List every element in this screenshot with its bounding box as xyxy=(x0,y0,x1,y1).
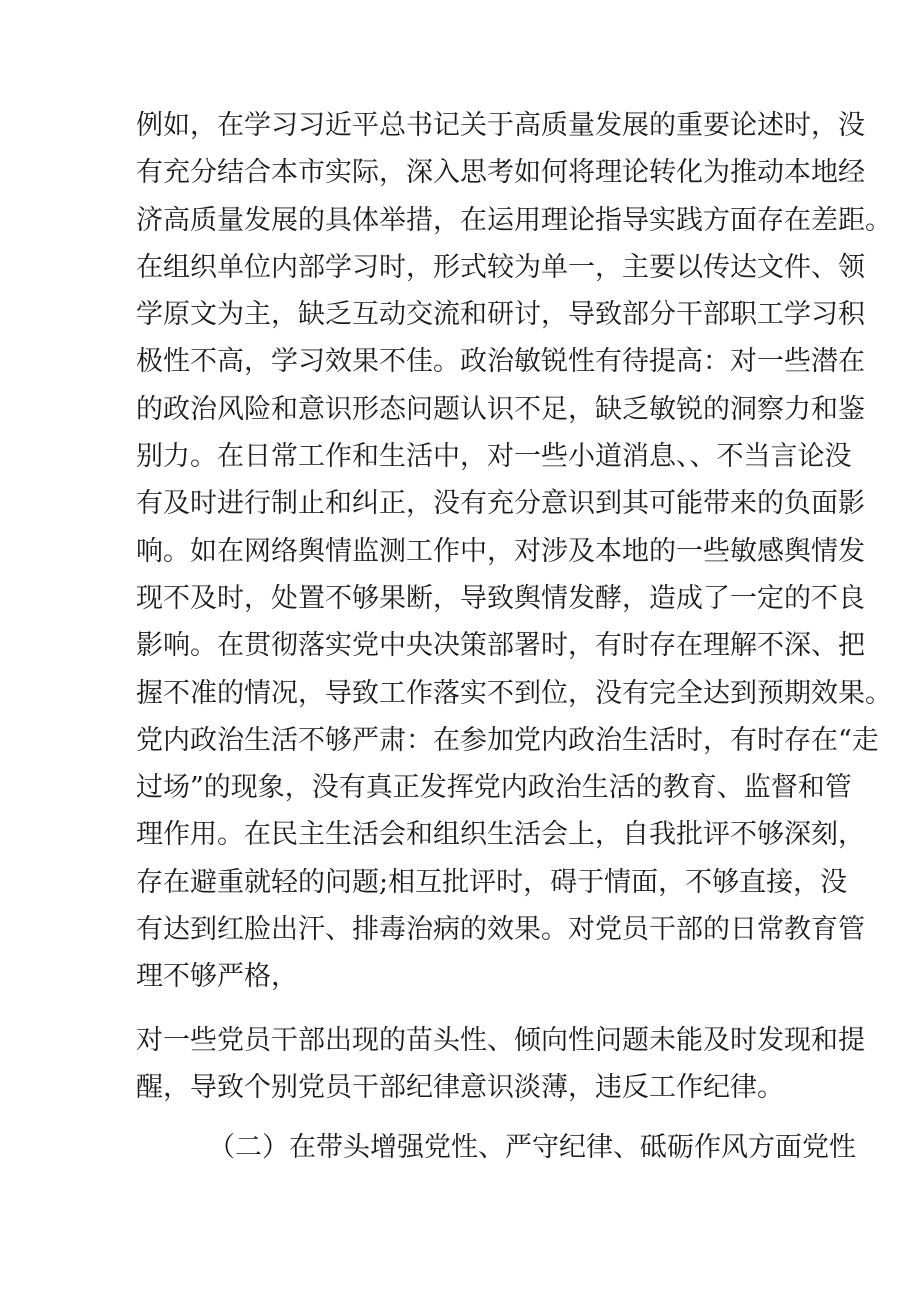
section-heading-text: （二）在带头增强党性、严守纪律、砥砺作风方面党性 xyxy=(208,1132,856,1163)
text-line: 济高质量发展的具体举措，在运用理论指导实践方面存在差距。 xyxy=(136,204,892,236)
continuation-paragraph xyxy=(136,1017,865,1112)
text-line: 别力。在日常工作和生活中，对一些小道消息、、不当言论没 xyxy=(136,441,852,473)
text-line: 的政治风险和意识形态问题认识不足，缺乏敏锐的洞察力和鉴 xyxy=(136,393,865,425)
main-paragraph xyxy=(136,102,892,1001)
text-line: 学原文为主，缺乏互动交流和研讨，导致部分干部职工学习积 xyxy=(136,299,865,331)
text-line: 过场”的现象，没有真正发挥党内政治生活的教育、监督和管 xyxy=(136,772,852,804)
text-line: 理作用。在民主生活会和组织生活会上，自我批评不够深刻， xyxy=(136,819,865,851)
section-heading xyxy=(208,1124,856,1171)
text-line: 握不准的情况，导致工作落实不到位，没有完全达到预期效果。 xyxy=(136,677,892,709)
text-line: 极性不高，学习效果不佳。政治敏锐性有待提高：对一些潜在 xyxy=(136,346,865,378)
text-line: 有及时进行制止和纠正，没有充分意识到其可能带来的负面影 xyxy=(136,488,865,520)
text-line: 有达到红脸出汗、排毒治病的效果。对党员干部的日常教育管 xyxy=(136,914,865,946)
text-line: 在组织单位内部学习时，形式较为单一，主要以传达文件、领 xyxy=(136,251,865,283)
text-line: 有充分结合本市实际，深入思考如何将理论转化为推动本地经 xyxy=(136,157,865,189)
text-line: 现不及时，处置不够果断，导致舆情发酵，造成了一定的不良 xyxy=(136,582,865,614)
text-line: 党内政治生活不够严肃：在参加党内政治生活时，有时存在“走 xyxy=(136,724,879,756)
text-line: 对一些党员干部出现的苗头性、倾向性问题未能及时发现和提 xyxy=(136,1025,865,1056)
text-line: 响。如在网络舆情监测工作中，对涉及本地的一些敏感舆情发 xyxy=(136,535,865,567)
text-line: 影响。在贯彻落实党中央决策部署时，有时存在理解不深、把 xyxy=(136,630,865,662)
text-line: 存在避重就轻的问题;相互批评时，碍于情面，不够直接，没 xyxy=(136,866,848,898)
text-line: 醒，导致个别党员干部纪律意识淡薄，违反工作纪律。 xyxy=(136,1072,784,1104)
text-line: 例如，在学习习近平总书记关于高质量发展的重要论述时，没 xyxy=(136,110,865,141)
text-line: 理不够严格， xyxy=(136,961,298,993)
